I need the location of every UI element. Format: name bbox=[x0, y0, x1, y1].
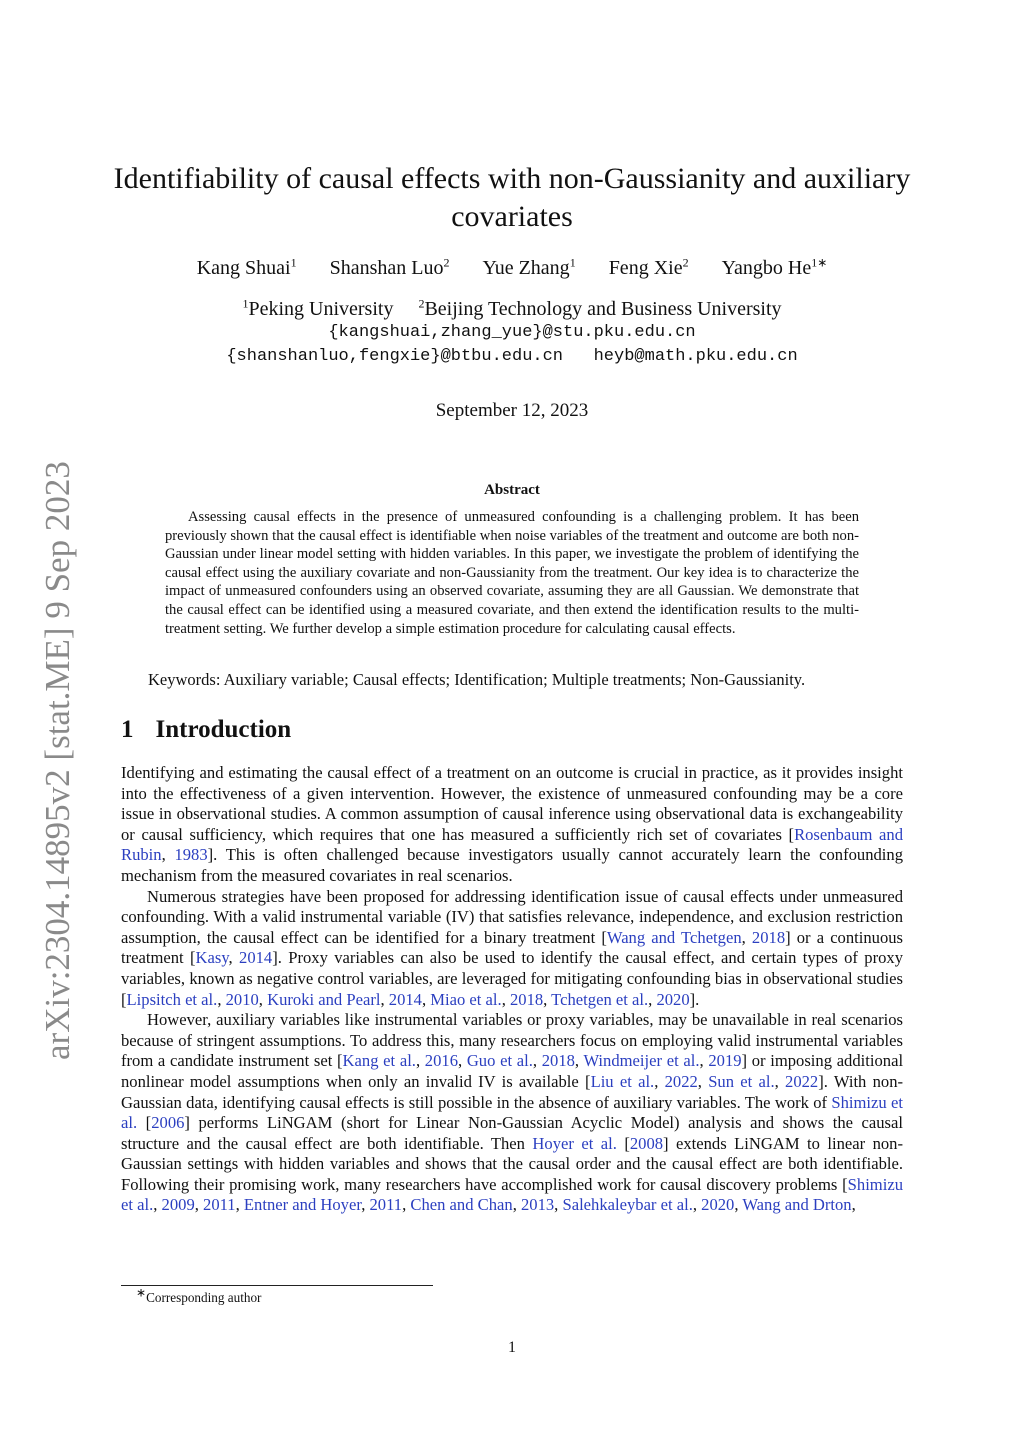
citation-link[interactable]: 2011 bbox=[203, 1195, 236, 1215]
citation-link[interactable]: 2018 bbox=[751, 927, 786, 947]
citation-link[interactable]: 2019 bbox=[708, 1051, 742, 1071]
citation-link[interactable]: Shimizu et al. bbox=[121, 1174, 903, 1215]
author: Kang Shuai$^1$ bbox=[196, 255, 297, 279]
author: Yue Zhang$^1$ bbox=[482, 255, 576, 279]
paper-title bbox=[110, 160, 914, 236]
footnote-rule bbox=[121, 1285, 433, 1286]
paper-date: September 12, 2023 bbox=[435, 400, 589, 421]
citation-link[interactable]: 2018 bbox=[541, 1051, 575, 1071]
citation-link[interactable]: Kasy bbox=[195, 948, 229, 968]
email: {shanshanluo,fengxie}@btbu.edu.cn bbox=[226, 347, 563, 366]
citation-link[interactable]: Liu et al. bbox=[590, 1071, 655, 1091]
citation-link[interactable]: 2020 bbox=[701, 1195, 735, 1215]
email-line-1: {kangshuai,zhang_yue}@stu.pku.edu.cn bbox=[328, 323, 696, 342]
citation-link[interactable]: 2014 bbox=[388, 989, 422, 1009]
author: Shanshan Luo$^2$ bbox=[329, 255, 450, 279]
section-title: Introduction bbox=[155, 716, 292, 743]
citation-link[interactable]: 2022 bbox=[664, 1071, 698, 1091]
email: heyb@math.pku.edu.cn bbox=[593, 347, 798, 366]
citation-link[interactable]: 2018 bbox=[509, 989, 544, 1009]
citation-link[interactable]: 2006 bbox=[151, 1113, 185, 1133]
citation-link[interactable]: Rosenbaum and Rubin bbox=[121, 824, 903, 865]
author-list bbox=[110, 254, 914, 282]
citation-link[interactable]: Windmeijer et al. bbox=[583, 1051, 700, 1071]
section-heading bbox=[121, 716, 291, 744]
citation-link[interactable]: 2014 bbox=[239, 948, 273, 968]
footnote: ∗Corresponding author bbox=[136, 1285, 262, 1305]
citation-link[interactable]: 2009 bbox=[161, 1195, 195, 1215]
arxiv-identifier: arXiv:2304.14895v2 [stat.ME] 9 Sep 2023 bbox=[38, 461, 77, 1060]
affiliation: $^2$Beijing Technology and Business University bbox=[418, 296, 782, 320]
citation-link[interactable]: 2013 bbox=[520, 1195, 555, 1215]
abstract-heading: Abstract bbox=[484, 482, 540, 498]
citation-link[interactable]: Wang and Drton bbox=[742, 1195, 852, 1215]
citation-link[interactable]: 2020 bbox=[656, 989, 690, 1009]
author: Yangbo $He^{1∗}$ bbox=[721, 255, 828, 279]
citation-link[interactable]: Kuroki and Pearl bbox=[267, 989, 381, 1009]
citation-link[interactable]: Tchetgen et al. bbox=[551, 989, 649, 1009]
citation-link[interactable]: Miao et al. bbox=[430, 989, 502, 1009]
citation-link[interactable]: 2016 bbox=[424, 1051, 458, 1071]
citation-link[interactable]: Lipsitch et al. bbox=[126, 989, 218, 1009]
author: Feng Xie$^2$ bbox=[608, 255, 689, 279]
body-text bbox=[121, 763, 903, 1216]
abstract-text: Assessing causal effects in the presence of unmeasured confounding is a challenging problem. It has been previously shown that the causal effect is identifiable when noise variables of the treatment and outcome are both non-Gaussian under linear model setting with hidden variables. In this paper, we investigate the problem of identifying the causal effect using the auxiliary covariate and non-Gaussianity from the treatment. Our key idea is to characterize the impact of unmeasured confounders using an observed covariate, assuming they are all Gaussian. We demonstrate that the causal effect can be identified using a measured covariate, and then extend the identification results to the multi-treatment setting. We further develop a simple estimation procedure for calculating causal effects. bbox=[165, 509, 859, 637]
citation-link[interactable]: Hoyer et al. bbox=[532, 1133, 617, 1153]
page-number: 1 bbox=[508, 1339, 516, 1356]
citation-link[interactable]: 2022 bbox=[785, 1071, 819, 1091]
title-line-2: covariates bbox=[451, 200, 573, 233]
citation-link[interactable]: 1983 bbox=[174, 845, 208, 865]
citation-link[interactable]: Shimizu et al. bbox=[121, 1092, 903, 1133]
title-line-1: Identifiability of causal effects with non-Gaussianity and auxiliary bbox=[113, 162, 911, 195]
affiliations bbox=[110, 296, 914, 322]
affiliation: $^1$Peking University bbox=[242, 296, 394, 320]
citation-link[interactable]: Kang et al. bbox=[342, 1051, 416, 1071]
citation-link[interactable]: Salehkaleybar et al. bbox=[562, 1195, 693, 1215]
email-line-2 bbox=[110, 345, 914, 369]
paragraph: However, auxiliary variables like instrumental variables or proxy variables, may be unavailable in real scenarios because of stringent assumptions. To address this, many researchers focus on employing valid instrumental variables from a candidate instrument set [Kang et al., 2016, Guo et al., 2018, Windmeijer et al., 2019] or imposing additional nonlinear model assumptions when only an invalid IV is available [Liu et al., 2022, Sun et al., 2022]. With non-Gaussian data, identifying causal effects is still possible in the absence of auxiliary variables. The work of Shimizu et al. [2006] performs LiNGAM (short for Linear Non-Gaussian Acyclic Model) analysis and shows the causal structure and the causal effect are both identifiable. Then Hoyer et al. [2008] extends LiNGAM to linear non-Gaussian settings with hidden variables and shows that the causal order and the causal effect are both identifiable. Following their promising work, many researchers have accomplished work for causal discovery problems [Shimizu et al., 2009, 2011, Entner and Hoyer, 2011, Chen and Chan, 2013, Salehkaleybar et al., 2020, Wang and Drton, bbox=[121, 1010, 904, 1215]
citation-link[interactable]: Chen and Chan bbox=[410, 1195, 513, 1215]
citation-link[interactable]: Guo et al. bbox=[466, 1051, 533, 1071]
citation-link[interactable]: Entner and Hoyer bbox=[243, 1195, 362, 1215]
citation-link[interactable]: Wang and Tchetgen bbox=[606, 927, 742, 947]
keywords: Keywords: Auxiliary variable; Causal effects; Identification; Multiple treatments; Non-Gaussianity. bbox=[148, 670, 806, 689]
paragraph: Identifying and estimating the causal effect of a treatment on an outcome is crucial in practice, as it provides insight into the effectiveness of a given intervention. However, the existence of unmeasured confounding may be a core issue in observational studies. A common assumption of causal inference using observational data is exchangeability or causal sufficiency, which requires that one has measured a sufficiently rich set of covariates [Rosenbaum and Rubin, 1983]. This is often challenged because investigators usually cannot accurately learn the confounding mechanism from the measured covariates in real scenarios. bbox=[121, 763, 903, 885]
citation-link[interactable]: 2011 bbox=[369, 1195, 403, 1215]
section-number: 1 bbox=[121, 716, 134, 743]
citation-link[interactable]: 2010 bbox=[225, 989, 259, 1009]
citation-link[interactable]: 2008 bbox=[629, 1133, 664, 1153]
citation-link[interactable]: Sun et al. bbox=[708, 1071, 775, 1091]
paragraph: Numerous strategies have been proposed for addressing identification issue of causal effects under unmeasured confounding. With a valid instrumental variable (IV) that satisfies relevance, independence, and exclusion restriction assumption, the causal effect can be identified for a binary treatment [Wang and Tchetgen, 2018] or a continuous treatment [Kasy, 2014]. Proxy variables can also be used to identify the causal effect, and certain types of proxy variables, known as negative control variables, are leveraged for mitigating confounding bias in observational studies [Lipsitch et al., 2010, Kuroki and Pearl, 2014, Miao et al., 2018, Tchetgen et al., 2020]. bbox=[121, 886, 904, 1009]
